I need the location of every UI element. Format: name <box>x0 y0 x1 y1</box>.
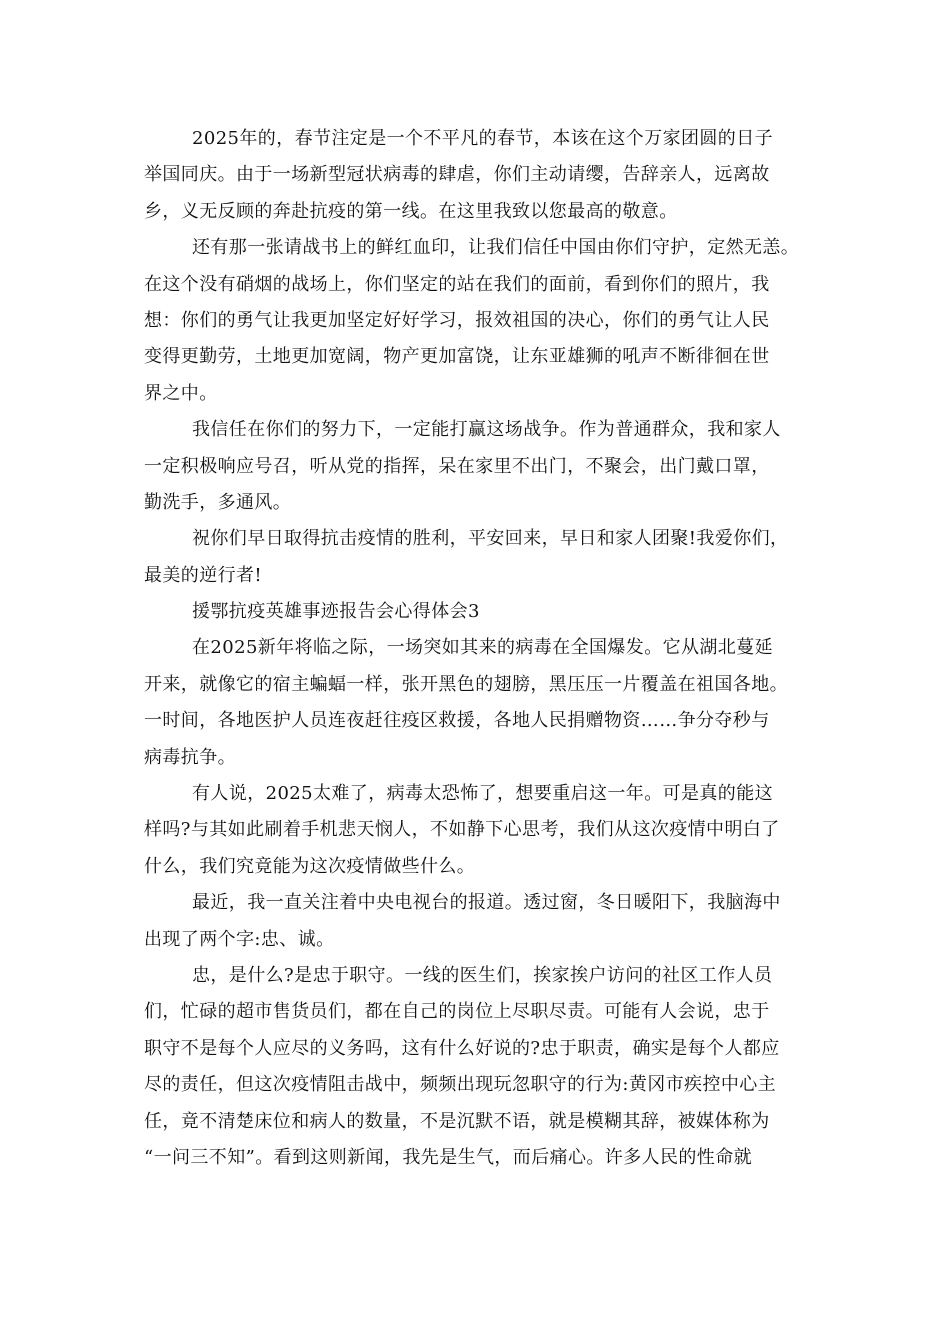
text-line: 想：你们的勇气让我更加坚定好好学习，报效祖国的决心，你们的勇气让人民 <box>144 309 770 331</box>
text-line: 出现了两个字:忠、诚。 <box>144 928 335 950</box>
text-line: 在2025新年将临之际，一场突如其来的病毒在全国爆发。它从湖北蔓延 <box>192 637 774 659</box>
text-line: 2025年的，春节注定是一个不平凡的春节，本该在这个万家团圆的日子 <box>192 128 774 149</box>
text-line: 最美的逆行者! <box>144 564 263 586</box>
text-line: 变得更勤劳，土地更加宽阔，物产更加富饶，让东亚雄狮的吼声不断徘徊在世 <box>144 346 770 368</box>
text-line: 祝你们早日取得抗击疫情的胜利，平安回来，早日和家人团聚!我爱你们， <box>192 528 789 550</box>
text-line: 职守不是每个人应尽的义务吗，这有什么好说的?忠于职责，确实是每个人都应 <box>144 1037 780 1059</box>
text-line: 开来，就像它的宿主蝙蝠一样，张开黑色的翅膀，黑压压一片覆盖在祖国各地。 <box>144 673 788 695</box>
text-line: 乡，义无反顾的奔赴抗疫的第一线。在这里我致以您最高的敬意。 <box>144 200 678 222</box>
text-line: 样吗?与其如此刷着手机悲天悯人，不如静下心思考，我们从这次疫情中明白了 <box>144 819 780 841</box>
text-line: 病毒抗争。 <box>144 746 236 768</box>
text-line: 还有那一张请战书上的鲜红血印，让我们信任中国由你们守护，定然无恙。 <box>192 237 800 259</box>
text-line: 一时间，各地医护人员连夜赶往疫区救援，各地人民捐赠物资……争分夺秒与 <box>144 710 770 732</box>
text-line: 忠，是什么?是忠于职守。一线的医生们，挨家挨户访问的社区工作人员 <box>192 964 773 986</box>
text-line: 什么，我们究竟能为这次疫情做些什么。 <box>144 855 476 877</box>
document-body <box>144 121 814 1176</box>
text-line: 举国同庆。由于一场新型冠状病毒的肆虐，你们主动请缨，告辞亲人，远离故 <box>144 164 770 186</box>
text-line: 任，竟不清楚床位和病人的数量，不是沉默不语，就是模糊其辞，被媒体称为 <box>144 1110 770 1132</box>
text-line: 勤洗手，多通风。 <box>144 491 292 513</box>
text-line: 援鄂抗疫英雄事迹报告会心得体会3 <box>192 601 480 623</box>
text-line: 最近，我一直关注着中央电视台的报道。透过窗，冬日暖阳下，我脑海中 <box>192 892 781 914</box>
text-line: 我信任在你们的努力下，一定能打赢这场战争。作为普通群众，我和家人 <box>192 419 781 441</box>
text-line: 们，忙碌的超市售货员们，都在自己的岗位上尽职尽责。可能有人会说，忠于 <box>144 1001 770 1023</box>
text-line: “一问三不知”。看到这则新闻，我先是生气，而后痛心。许多人民的性命就 <box>144 1146 753 1168</box>
text-line: 尽的责任，但这次疫情阻击战中，频频出现玩忽职守的行为:黄冈市疾控中心主 <box>144 1074 777 1096</box>
text-line: 一定积极响应号召，听从党的指挥，呆在家里不出门，不聚会，出门戴口罩， <box>144 455 770 477</box>
text-line: 界之中。 <box>144 382 218 404</box>
text-line: 在这个没有硝烟的战场上，你们坚定的站在我们的面前，看到你们的照片，我 <box>144 273 770 295</box>
text-line: 有人说，2025太难了，病毒太恐怖了，想要重启这一年。可是真的能这 <box>192 783 774 805</box>
